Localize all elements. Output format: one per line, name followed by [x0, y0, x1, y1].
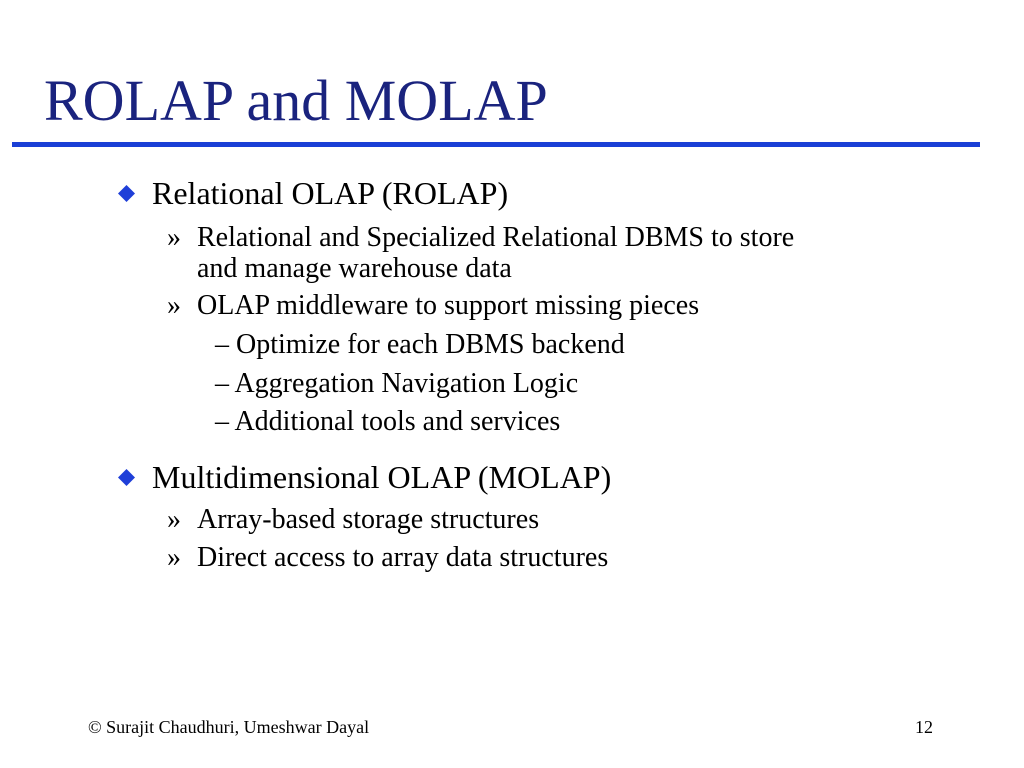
subsubbullet-optimize: – Optimize for each DBMS backend [215, 329, 625, 360]
subbullet-array-storage-text: Array-based storage structures [197, 504, 540, 535]
subbullet-relational-dbms-line2: and manage warehouse data [197, 253, 512, 284]
guillemet-marker: » [167, 504, 181, 535]
subbullet-relational-dbms [167, 222, 957, 284]
bullet-rolap [152, 175, 508, 211]
slide-title: ROLAP and MOLAP [44, 68, 548, 133]
guillemet-marker: » [167, 222, 181, 253]
subbullet-array-storage [167, 504, 540, 535]
bullet-molap-text: Multidimensional OLAP (MOLAP) [152, 459, 612, 495]
subbullet-direct-access [167, 542, 609, 573]
subbullet-olap-middleware-text: OLAP middleware to support missing pieces [197, 290, 700, 321]
subsubbullet-aggregation: – Aggregation Navigation Logic [215, 368, 579, 399]
bullet-rolap-text: Relational OLAP (ROLAP) [152, 175, 509, 211]
subbullet-relational-dbms-line1: Relational and Specialized Relational DBMS to store [197, 222, 795, 253]
footer-copyright: © Surajit Chaudhuri, Umeshwar Dayal [88, 717, 370, 737]
subbullet-olap-middleware [167, 290, 700, 321]
footer-page-number: 12 [915, 717, 933, 737]
subsubbullet-tools: – Additional tools and services [215, 406, 561, 437]
diamond-bullet-icon [118, 469, 135, 486]
guillemet-marker: » [167, 542, 181, 573]
diamond-bullet-icon [118, 185, 135, 202]
guillemet-marker: » [167, 290, 181, 321]
bullet-molap [152, 459, 611, 495]
subbullet-direct-access-text: Direct access to array data structures [197, 542, 609, 573]
